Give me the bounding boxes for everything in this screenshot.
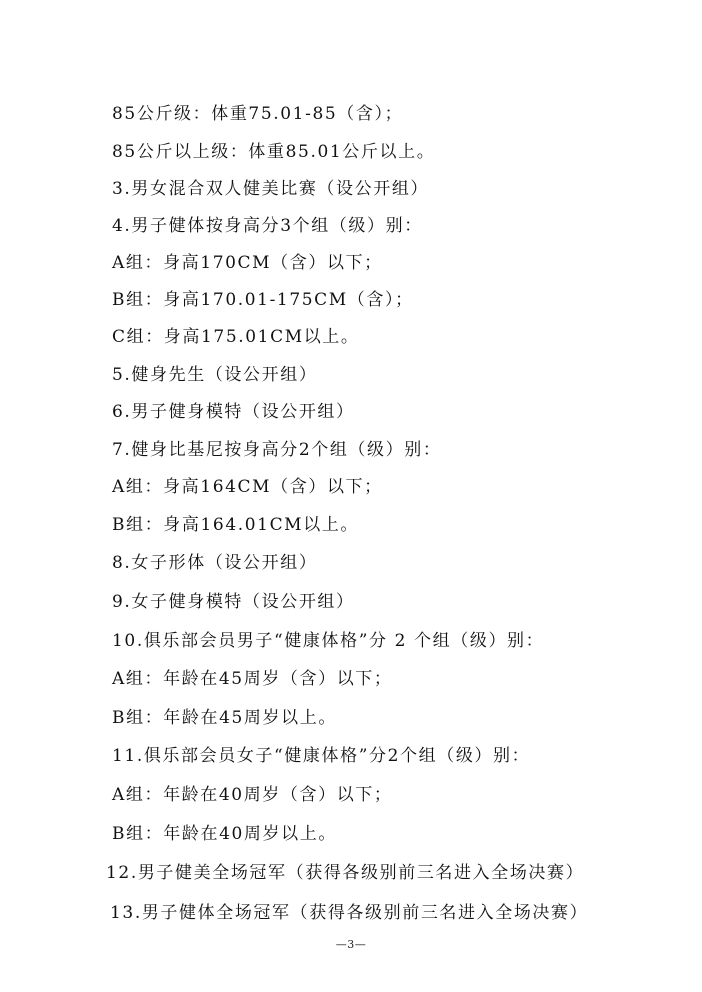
text-line: 6.男子健身模特（设公开组） [112, 402, 355, 422]
text-line: 85公斤级：体重75.01-85（含）； [112, 104, 404, 124]
text-line: A组：身高164CM（含）以下； [112, 477, 383, 497]
text-line: 12.男子健美全场冠军（获得各级别前三名进入全场决赛） [106, 863, 585, 883]
text-line: 5.健身先生（设公开组） [112, 365, 318, 385]
text-line: 13.男子健体全场冠军（获得各级别前三名进入全场决赛） [110, 903, 589, 923]
page-number: —3— [335, 938, 367, 951]
text-line: 7.健身比基尼按身高分2个组（级）别： [112, 440, 442, 460]
text-line: B组：年龄在40周岁以上。 [112, 824, 337, 844]
text-line: 9.女子健身模特（设公开组） [112, 592, 355, 612]
text-line: 11.俱乐部会员女子“健康体格”分2个组（级）别： [112, 746, 531, 766]
text-line: A组：身高170CM（含）以下； [112, 253, 383, 273]
text-line: 85公斤以上级：体重85.01公斤以上。 [112, 142, 436, 162]
text-line: B组：身高164.01CM以上。 [112, 515, 359, 535]
text-line: 3.男女混合双人健美比赛（设公开组） [112, 179, 430, 199]
text-line: A组：年龄在40周岁（含）以下； [112, 785, 393, 805]
text-line: B组：年龄在45周岁以上。 [112, 708, 337, 728]
text-line: B组：身高170.01-175CM（含）； [112, 290, 414, 310]
text-line: C组：身高175.01CM以上。 [112, 327, 360, 347]
text-line: 8.女子形体（设公开组） [112, 553, 318, 573]
text-line: A组：年龄在45周岁（含）以下； [112, 669, 393, 689]
text-line: 4.男子健体按身高分3个组（级）别： [112, 216, 423, 236]
text-line: 10.俱乐部会员男子“健康体格”分 2 个组（级）别： [112, 631, 545, 651]
